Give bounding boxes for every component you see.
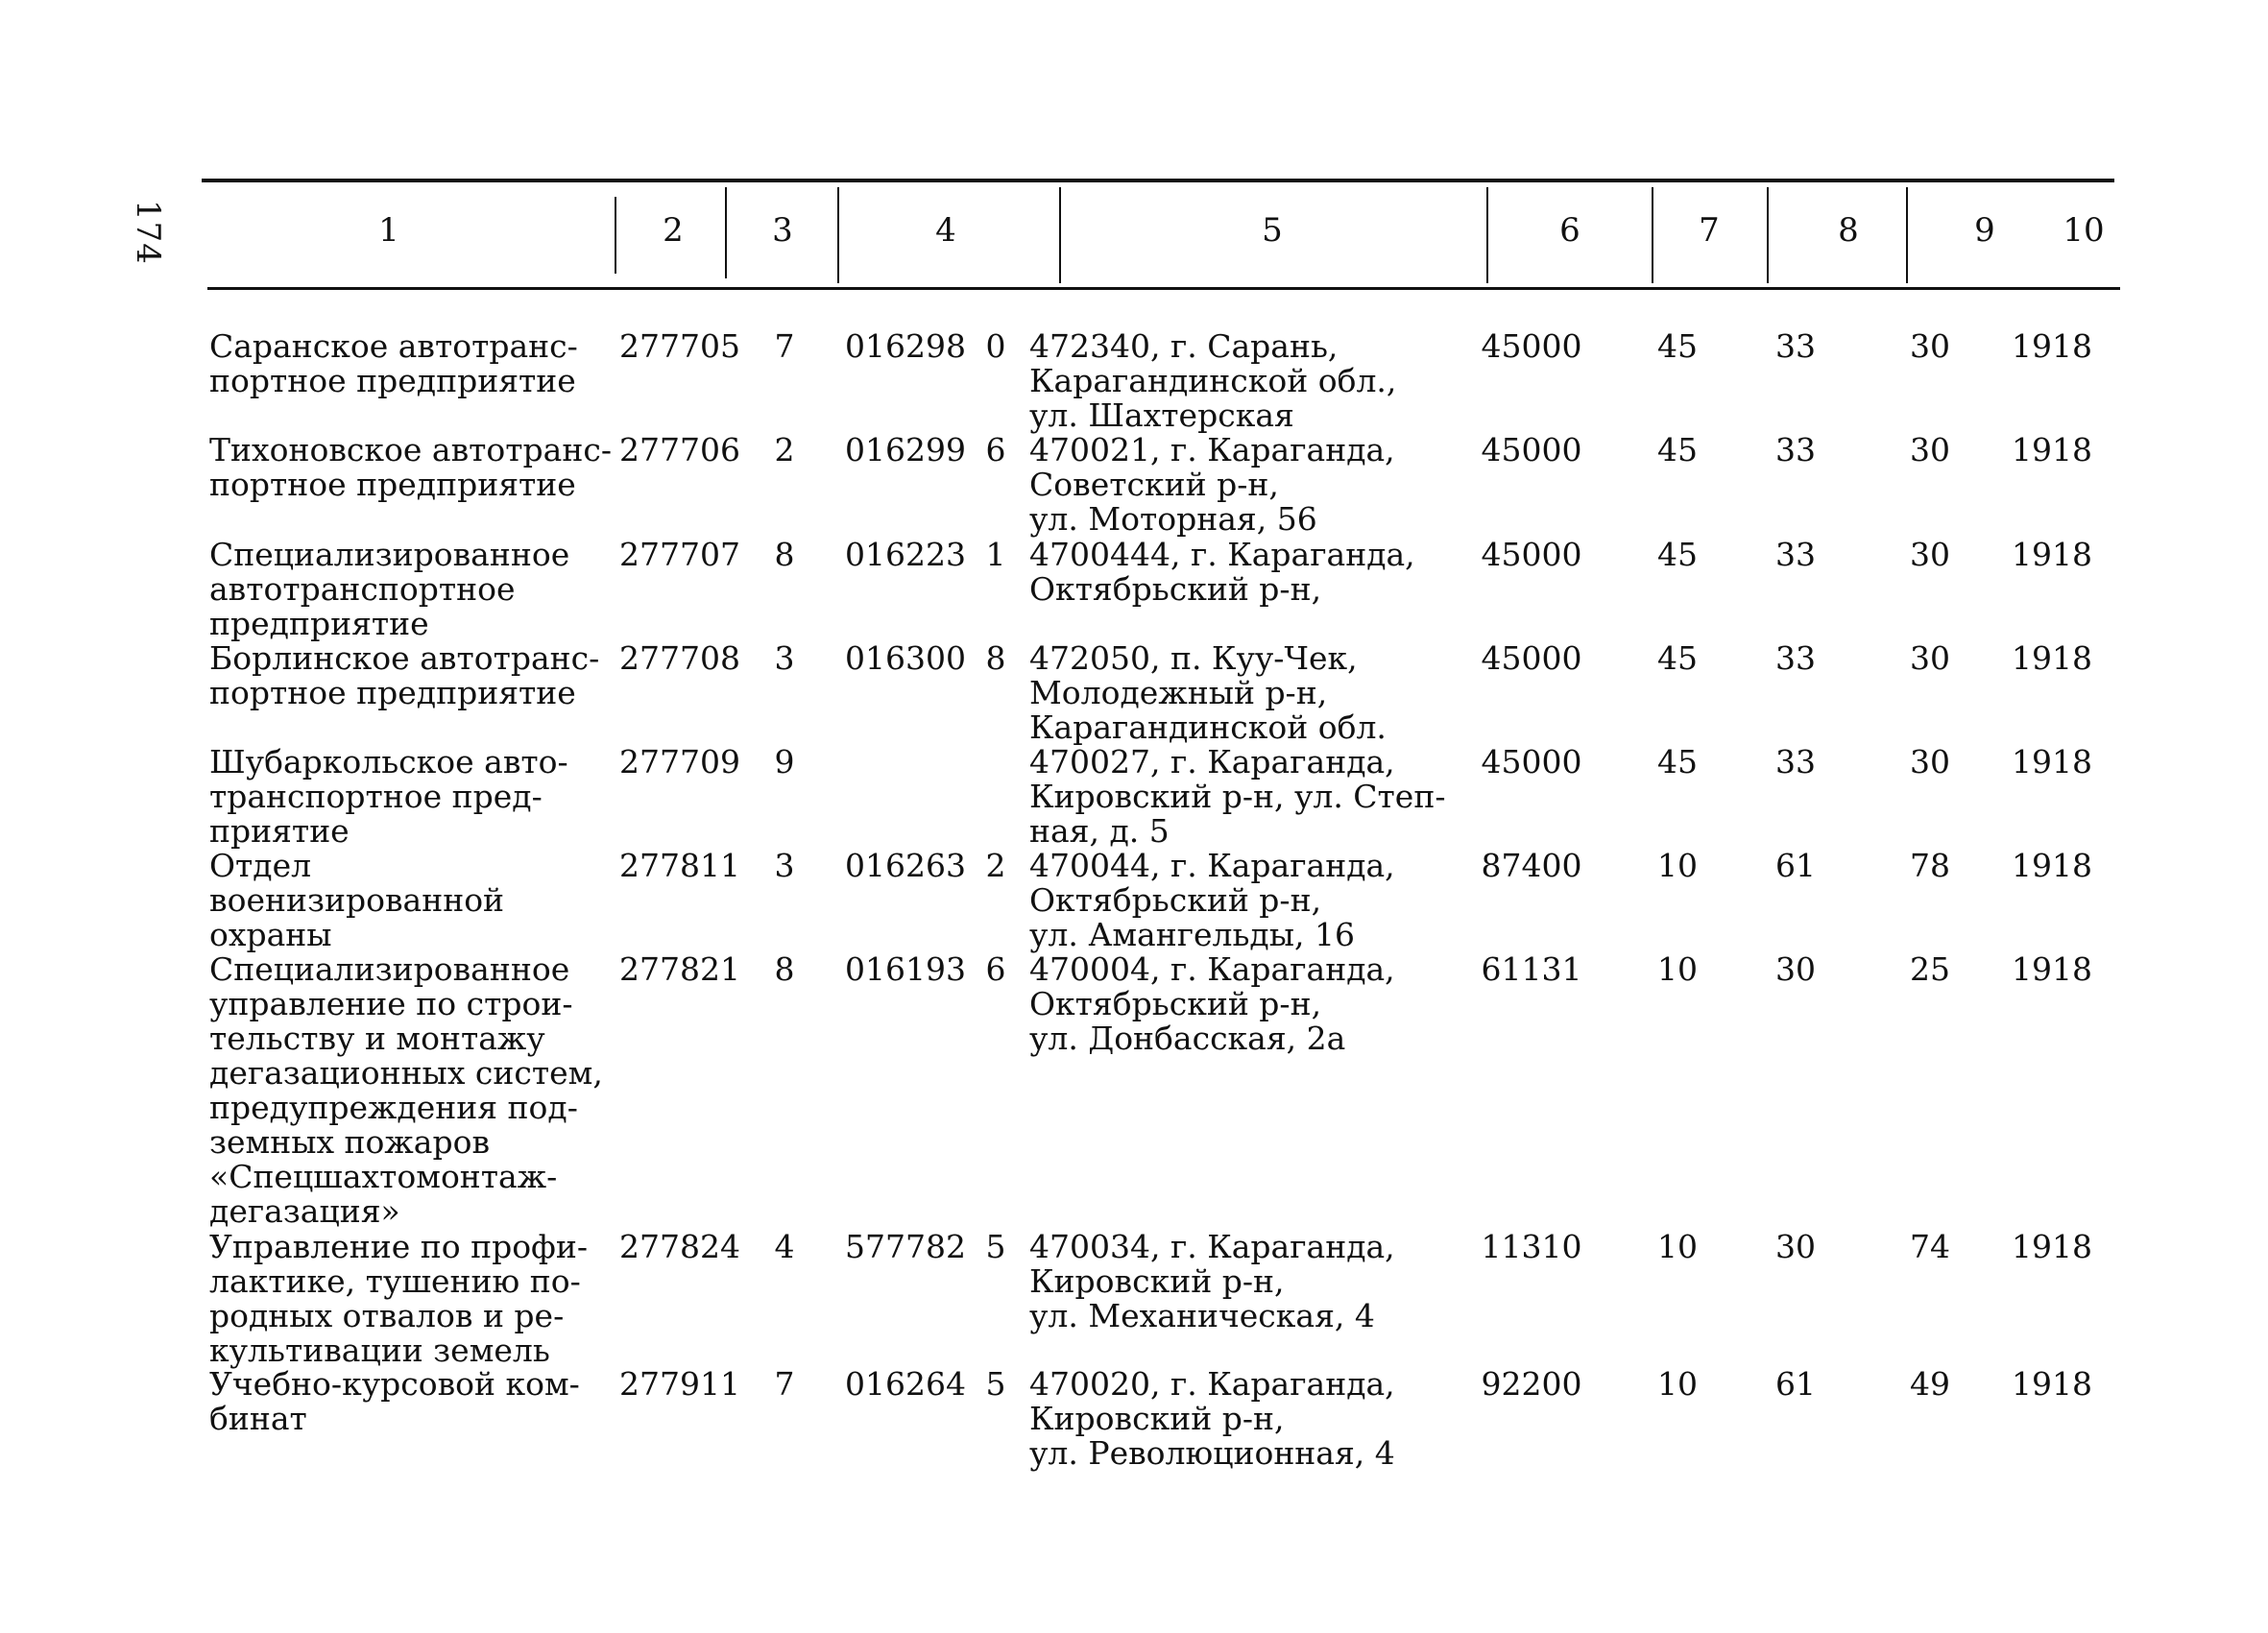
row-name: Специализированное автотранспортное предприятие	[209, 536, 570, 642]
row-col-6: 45000	[1481, 639, 1582, 677]
row-name: Борлинское автотранс- портное предприятие	[209, 639, 600, 711]
row-col-10: 1918	[2012, 847, 2092, 884]
row-col-10: 1918	[2012, 327, 2092, 365]
row-address: 4700444, г. Караганда, Октябрьский р-н,	[1029, 536, 1415, 608]
row-code-digit: 3	[774, 639, 795, 677]
header-divider	[1486, 187, 1488, 283]
row-name: Тихоновское автотранс- портное предприятие	[209, 431, 612, 503]
row-okpo: 016298	[845, 327, 966, 365]
row-col-9: 74	[1910, 1228, 1950, 1265]
row-okpo-digit: 8	[985, 639, 1006, 677]
row-col-9: 30	[1910, 536, 1950, 573]
row-col-7: 45	[1657, 743, 1698, 780]
row-okpo-digit: 2	[985, 847, 1006, 884]
row-okpo: 016300	[845, 639, 966, 677]
row-name: Учебно-курсовой ком- бинат	[209, 1365, 580, 1437]
row-col-10: 1918	[2012, 1365, 2092, 1403]
row-col-6: 45000	[1481, 431, 1582, 468]
row-address: 470004, г. Караганда, Октябрьский р-н, ул. Донбасская, 2а	[1029, 950, 1395, 1057]
row-okpo: 016223	[845, 536, 966, 573]
row-col-9: 25	[1910, 950, 1950, 988]
row-okpo-digit: 5	[985, 1228, 1006, 1265]
row-col-6: 61131	[1481, 950, 1582, 988]
row-code: 277705	[619, 327, 740, 365]
header-col-6: 6	[1559, 211, 1580, 250]
header-divider	[837, 187, 839, 283]
row-col-10: 1918	[2012, 431, 2092, 468]
row-col-7: 10	[1657, 1228, 1698, 1265]
row-code: 277824	[619, 1228, 740, 1265]
page-number: 174	[128, 200, 167, 265]
row-code-digit: 7	[774, 327, 795, 365]
row-address: 470034, г. Караганда, Кировский р-н, ул. Механическая, 4	[1029, 1228, 1395, 1334]
row-okpo-digit: 1	[985, 536, 1006, 573]
row-col-6: 87400	[1481, 847, 1582, 884]
row-code-digit: 2	[774, 431, 795, 468]
row-col-6: 45000	[1481, 536, 1582, 573]
row-code-digit: 9	[774, 743, 795, 780]
row-col-6: 11310	[1481, 1228, 1582, 1265]
row-okpo: 577782	[845, 1228, 966, 1265]
row-col-10: 1918	[2012, 743, 2092, 780]
row-code: 277709	[619, 743, 740, 780]
row-col-8: 33	[1775, 639, 1816, 677]
row-code: 277811	[619, 847, 740, 884]
row-address: 470027, г. Караганда, Кировский р-н, ул. Степ- ная, д. 5	[1029, 743, 1446, 850]
row-col-8: 61	[1775, 847, 1816, 884]
row-col-7: 45	[1657, 431, 1698, 468]
row-col-9: 30	[1910, 743, 1950, 780]
row-okpo: 016264	[845, 1365, 966, 1403]
row-address: 470020, г. Караганда, Кировский р-н, ул. Революционная, 4	[1029, 1365, 1395, 1472]
row-col-6: 92200	[1481, 1365, 1582, 1403]
row-col-7: 45	[1657, 536, 1698, 573]
header-divider	[725, 187, 727, 278]
row-name: Специализированное управление по строи- тельству и монтажу дегазационных систем, предупреждения под- земных пожаров «Спецшахтомонтаж- дегазация»	[209, 950, 603, 1230]
header-divider	[1767, 187, 1769, 283]
row-col-7: 10	[1657, 1365, 1698, 1403]
row-okpo: 016299	[845, 431, 966, 468]
row-col-8: 33	[1775, 327, 1816, 365]
header-col-7: 7	[1699, 211, 1720, 250]
row-col-8: 61	[1775, 1365, 1816, 1403]
row-code-digit: 8	[774, 536, 795, 573]
header-col-2: 2	[663, 211, 684, 250]
row-okpo: 016193	[845, 950, 966, 988]
header-col-9: 9	[1974, 211, 1995, 250]
row-okpo: 016263	[845, 847, 966, 884]
table-top-rule	[202, 179, 2114, 182]
row-code: 277707	[619, 536, 740, 573]
header-divider	[615, 197, 616, 274]
row-col-6: 45000	[1481, 743, 1582, 780]
row-code: 277821	[619, 950, 740, 988]
row-code-digit: 7	[774, 1365, 795, 1403]
row-col-7: 10	[1657, 847, 1698, 884]
header-divider	[1059, 187, 1061, 283]
row-address: 472340, г. Сарань, Карагандинской обл., ул. Шахтерская	[1029, 327, 1397, 434]
header-col-4: 4	[935, 211, 956, 250]
header-col-8: 8	[1838, 211, 1859, 250]
row-name: Саранское автотранс- портное предприятие	[209, 327, 578, 399]
row-name: Управление по профи- лактике, тушению по- родных отвалов и ре- культивации земель	[209, 1228, 589, 1369]
row-address: 472050, п. Куу-Чек, Молодежный р-н, Карагандинской обл.	[1029, 639, 1387, 746]
header-bottom-rule	[207, 287, 2120, 290]
row-col-8: 33	[1775, 743, 1816, 780]
row-col-6: 45000	[1481, 327, 1582, 365]
row-okpo-digit: 6	[985, 950, 1006, 988]
row-col-10: 1918	[2012, 536, 2092, 573]
header-col-10: 10	[2063, 211, 2105, 250]
header-col-1: 1	[378, 211, 399, 250]
row-address: 470021, г. Караганда, Советский р-н, ул. Моторная, 56	[1029, 431, 1395, 538]
header-col-3: 3	[772, 211, 793, 250]
row-col-8: 33	[1775, 431, 1816, 468]
header-divider	[1906, 187, 1908, 283]
row-name: Шубаркольское авто- транспортное пред- приятие	[209, 743, 568, 850]
row-okpo-digit: 0	[985, 327, 1006, 365]
row-okpo-digit: 6	[985, 431, 1006, 468]
row-okpo-digit: 5	[985, 1365, 1006, 1403]
row-col-7: 45	[1657, 639, 1698, 677]
row-col-9: 78	[1910, 847, 1950, 884]
row-col-8: 33	[1775, 536, 1816, 573]
row-col-9: 30	[1910, 327, 1950, 365]
header-col-5: 5	[1262, 211, 1283, 250]
header-divider	[1652, 187, 1653, 283]
row-code-digit: 8	[774, 950, 795, 988]
row-col-9: 30	[1910, 431, 1950, 468]
row-col-7: 45	[1657, 327, 1698, 365]
row-col-8: 30	[1775, 1228, 1816, 1265]
row-col-10: 1918	[2012, 950, 2092, 988]
row-col-8: 30	[1775, 950, 1816, 988]
row-code-digit: 3	[774, 847, 795, 884]
row-code: 277708	[619, 639, 740, 677]
row-code: 277911	[619, 1365, 740, 1403]
row-name: Отдел военизированной охраны	[209, 847, 505, 953]
row-col-9: 30	[1910, 639, 1950, 677]
row-col-10: 1918	[2012, 1228, 2092, 1265]
row-address: 470044, г. Караганда, Октябрьский р-н, ул. Амангельды, 16	[1029, 847, 1395, 953]
row-code-digit: 4	[774, 1228, 795, 1265]
row-col-9: 49	[1910, 1365, 1950, 1403]
row-col-10: 1918	[2012, 639, 2092, 677]
row-col-7: 10	[1657, 950, 1698, 988]
row-code: 277706	[619, 431, 740, 468]
